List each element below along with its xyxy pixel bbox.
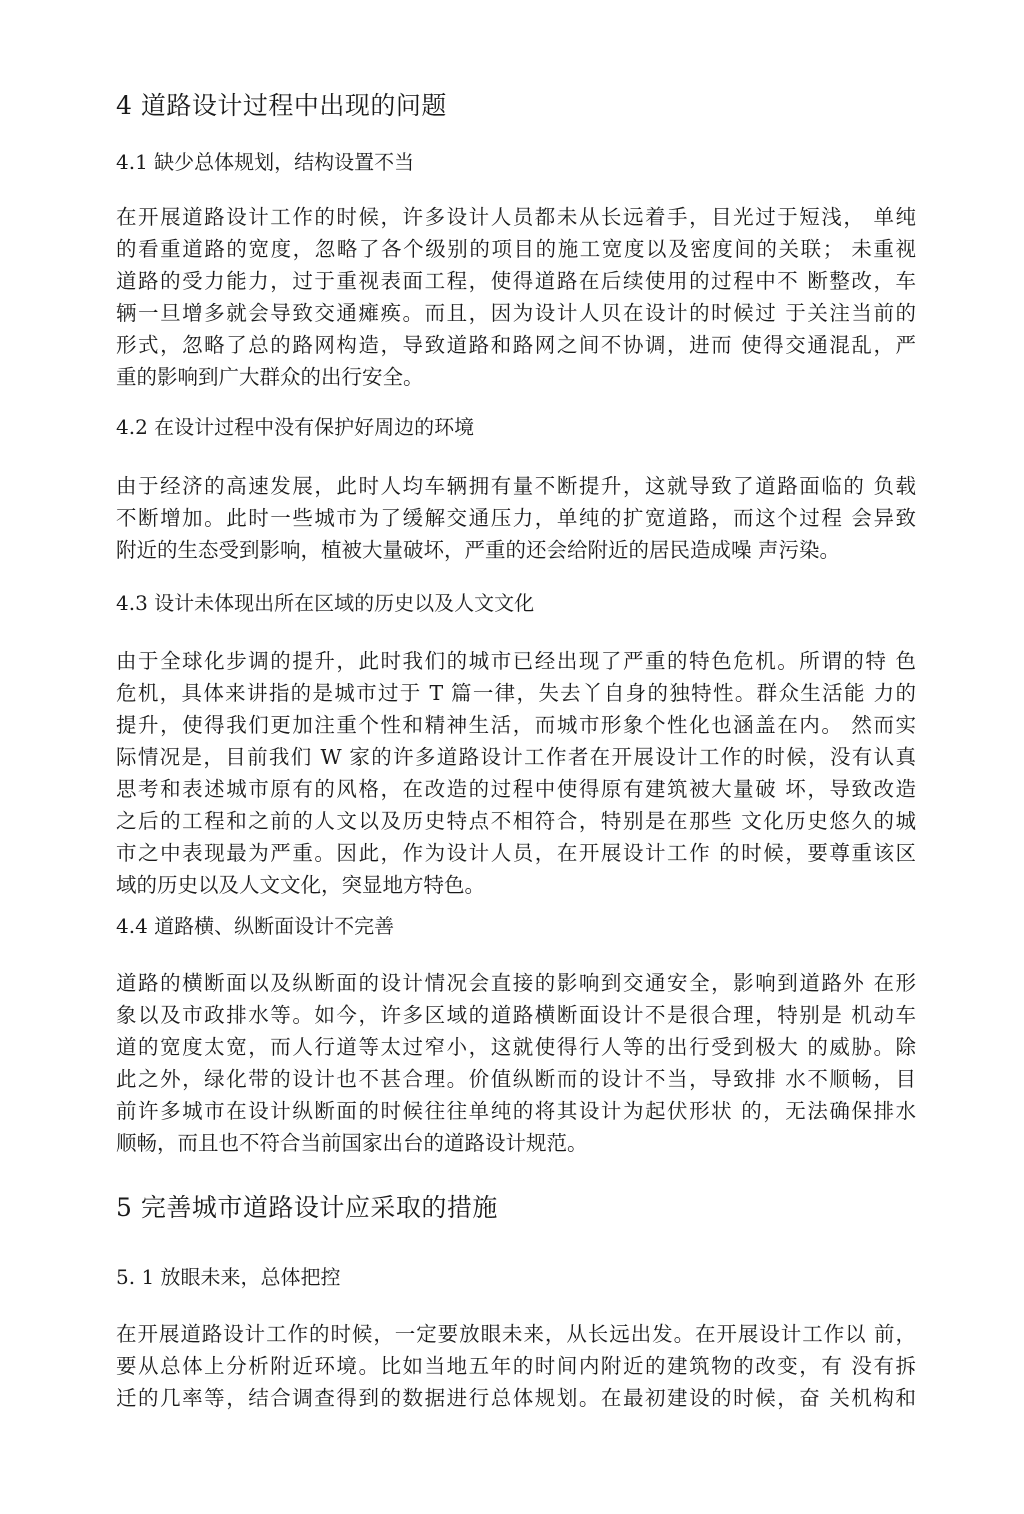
paragraph-line: 道的宽度太宽，而人行道等太过窄小，这就使得行人等的出行受到极大 的威胁。除 [116,1035,916,1059]
paragraph-line: 道路的横断面以及纵断面的设计情况会直接的影响到交通安全，影响到道路外 在形 [116,971,916,995]
paragraph-line: 思考和表述城市原有的风格，在改造的过程中使得原有建筑被大量破 坏，导致改造 [116,777,916,801]
paragraph [116,470,916,566]
paragraph-line: 重的影响到广大群众的出行安全。 [116,365,424,389]
paragraph-line: 由于经济的高速发展，此时人均车辆拥有量不断提升，这就导致了道路面临的 负载 [116,474,916,498]
paragraph-line: 形式，忽略了总的路网构造，导致道路和路网之间不协调，进而 使得交通混乱，严 [116,333,916,357]
subsection-heading: 4.4 道路横、纵断面设计不完善 [116,914,395,938]
paragraph-line: 际情况是，目前我们 W 家的许多道路设计工作者在开展设计工作的时候，没有认真 [116,745,916,769]
subsection-heading: 4.1 缺少总体规划，结构设置不当 [116,150,415,174]
paragraph-line: 辆一旦增多就会导致交通瘫痪。而且，因为设计人贝在设计的时候过 于关注当前的 [116,301,916,325]
paragraph-line: 域的历史以及人文文化，突显地方特色。 [116,873,485,897]
paragraph-line: 顺畅，而且也不符合当前国家出台的道路设计规范。 [116,1131,588,1155]
section-heading: 4 道路设计过程中出现的问题 [116,91,447,120]
paragraph-line: 此之外，绿化带的设计也不甚合理。价值纵断而的设计不当，导致排 水不顺畅，目 [116,1067,916,1091]
paragraph [116,645,916,901]
paragraph-line: 象以及市政排水等。如今，许多区域的道路横断面设计不是很合理，特别是 机动车 [116,1003,916,1027]
paragraph-line: 市之中表现最为严重。因此，作为设计人员，在开展设计工作 的时候，要尊重该区 [116,841,916,865]
paragraph [116,967,916,1159]
paragraph-line: 迁的几率等，结合调查得到的数据进行总体规划。在最初建设的时候，奋 关机构和 [116,1386,916,1410]
paragraph-line: 不断增加。此时一些城市为了缓解交通压力，单纯的扩宽道路，而这个过程 会异致 [116,506,916,530]
paragraph-line: 在开展道路设计工作的时候，一定要放眼未来，从长远出发。在开展设计工作以 前， [116,1322,916,1346]
paragraph-line: 前许多城市在设计纵断面的时候往往单纯的将其设计为起伏形状 的，无法确保排水 [116,1099,916,1123]
paragraph-line: 之后的工程和之前的人文以及历史特点不相符合，特别是在那些 文化历史悠久的城 [116,809,916,833]
subsection-heading: 4.3 设计未体现出所在区域的历史以及人文文化 [116,591,535,615]
paragraph-line: 危机，具体来讲指的是城市过于 T 篇一律，失去丫自身的独特性。群众生活能 力的 [116,681,916,705]
paragraph-line: 的看重道路的宽度，忽略了各个级别的项目的施工宽度以及密度间的关联； 未重视 [116,237,916,261]
paragraph [116,201,916,393]
paragraph-line: 提升，使得我们更加注重个性和精神生活，而城市形象个性化也涵盖在内。 然而实 [116,713,916,737]
paragraph-line: 道路的受力能力，过于重视表面工程，使得道路在后续使用的过程中不 断整改，车 [116,269,916,293]
paragraph-line: 要从总体上分析附近环境。比如当地五年的时间内附近的建筑物的改变，有 没有拆 [116,1354,916,1378]
paragraph-line: 在开展道路设计工作的时候，许多设计人员都未从长远着手，目光过于短浅， 单纯 [116,205,916,229]
section-heading: 5 完善城市道路设计应采取的措施 [116,1193,498,1222]
paragraph [116,1318,916,1414]
paragraph-line: 附近的生态受到影响，植被大量破坏，严重的还会给附近的居民造成噪 声污染。 [116,538,841,562]
subsection-heading: 4.2 在设计过程中没有保护好周边的环境 [116,415,475,439]
paragraph-line: 由于全球化步调的提升，此时我们的城市已经出现了严重的特色危机。所谓的特 色 [116,649,916,673]
subsection-heading: 5. 1 放眼未来，总体把控 [116,1265,341,1289]
